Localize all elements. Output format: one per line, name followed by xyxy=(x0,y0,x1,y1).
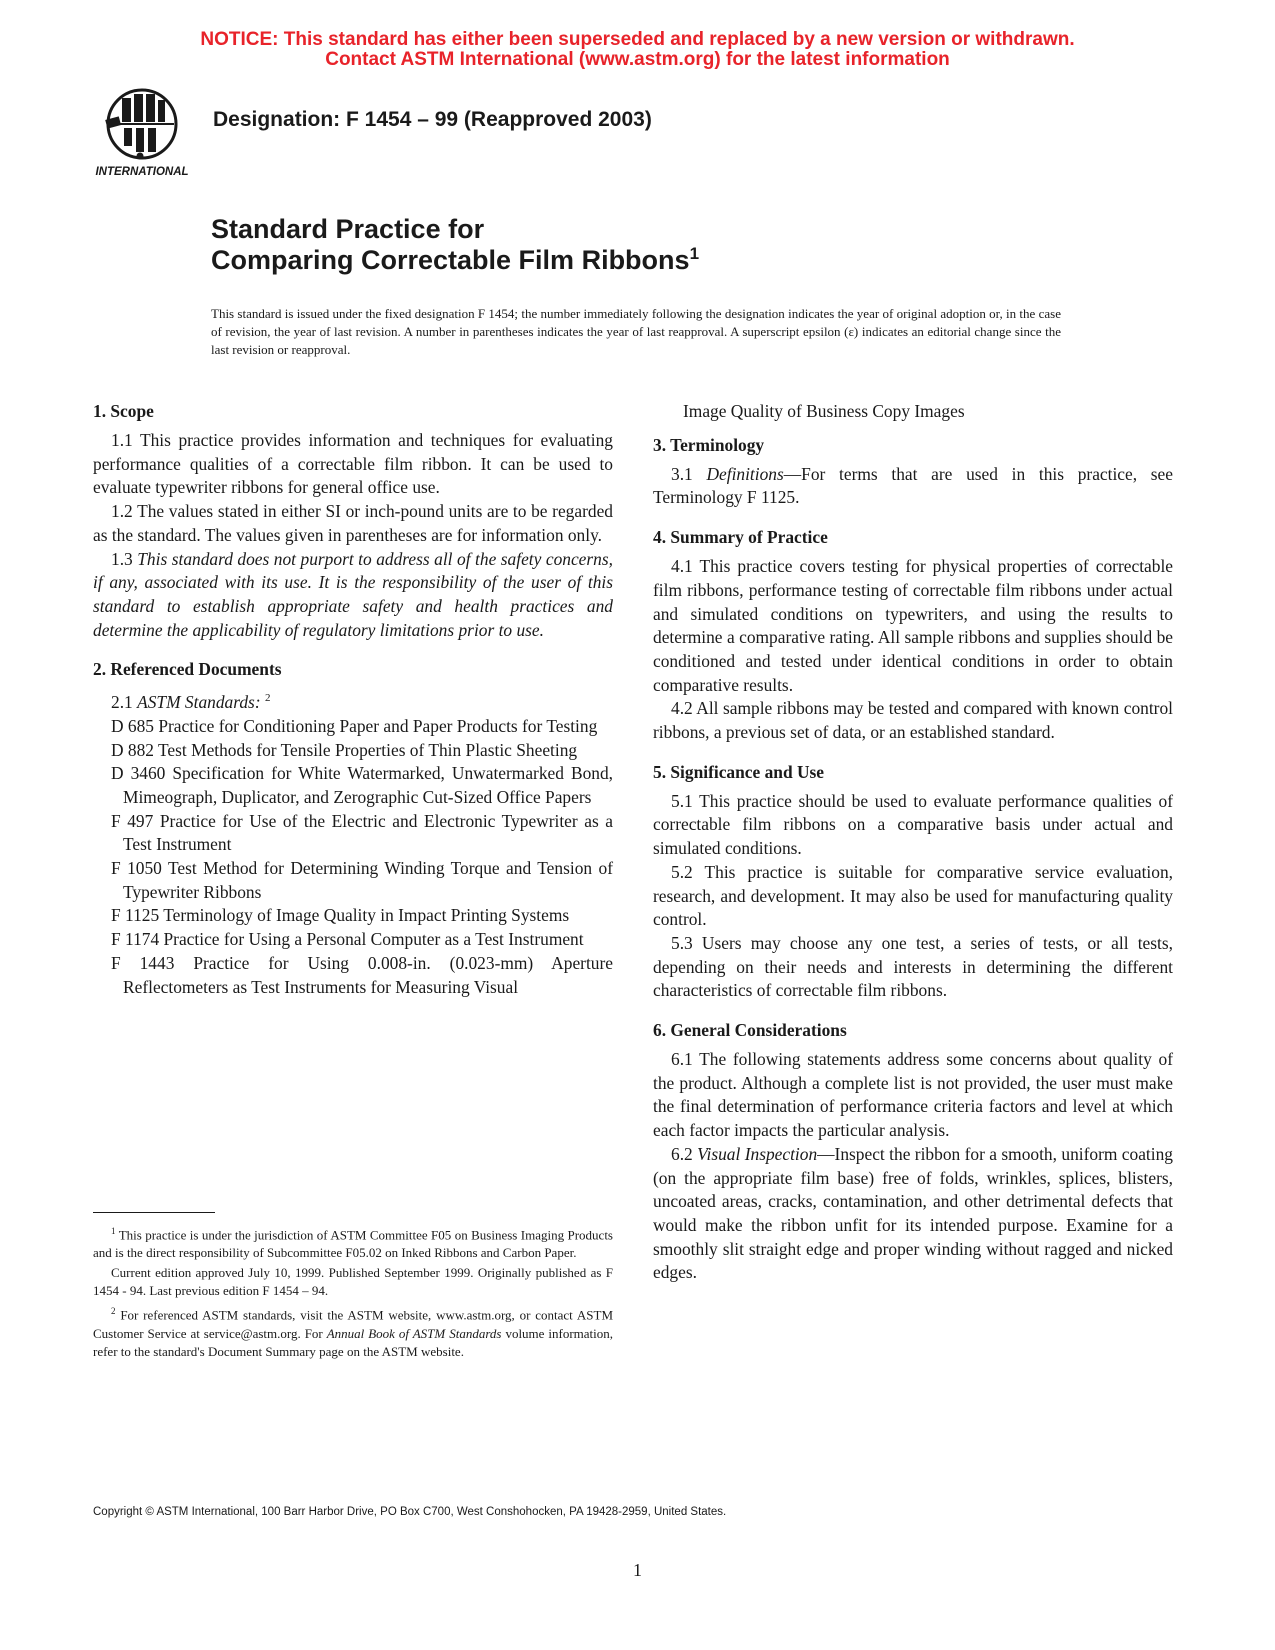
logo-wordmark: INTERNATIONAL xyxy=(95,166,189,178)
designation: Designation: F 1454 – 99 (Reapproved 2003) xyxy=(213,108,652,131)
title-line-2: Comparing Correctable Film Ribbons$^1$ xyxy=(211,243,700,275)
section-referenced-heading: 2. Referenced Documents xyxy=(93,659,282,680)
scope-p1: 1.1 This practice provides information and techniques for evaluating performance qualities of a correctable film ribbon. It can be used to evaluate typewriter ribbons for general office use. xyxy=(93,430,613,498)
significance-p2: 5.2 This practice is suitable for comparative service evaluation, research, and development. It may also be used for manufacturing quality control. xyxy=(653,861,1173,930)
reference-item: F 1050 Test Method for Determining Winding Torque and Tension of Typewriter Ribbons xyxy=(111,858,613,902)
reference-item: F 1174 Practice for Using a Personal Computer as a Test Instrument xyxy=(111,929,584,950)
summary-p1: 4.1 This practice covers testing for physical properties of correctable film ribbons, performance testing of correctable film ribbons under actual and simulated conditions on typewriters, and using the results to determine a comparative rating. All sample ribbons and supplies should be conditioned and tested under identical conditions in order to obtain comparative results. xyxy=(653,556,1173,695)
astm-international-logo-icon xyxy=(92,84,192,180)
title-footnote-mark[interactable]: 1 xyxy=(689,243,700,263)
document-title xyxy=(211,214,699,276)
general-p2: 6.2 Visual Inspection—Inspect the ribbon for a smooth, uniform coating (on the appropriate film base) free of folds, wrinkles, splices, blisters, uncoated areas, cracks, contamination, and other detrimental defects that would make the ribbon unfit for its intended purpose. Examine for a smoothly slit straight edge and proper winding without ragged and nicked edges. xyxy=(653,1143,1173,1283)
footnote-divider xyxy=(93,1212,215,1213)
reference-item: D 882 Test Methods for Tensile Properties of Thin Plastic Sheeting xyxy=(111,739,578,760)
right-column xyxy=(653,400,1173,1285)
title-line-1: Standard Practice for xyxy=(211,214,485,244)
section-scope-heading: 1. Scope xyxy=(93,401,154,421)
section-general-heading: 6. General Considerations xyxy=(653,1020,847,1041)
preamble: This standard is issued under the fixed designation F 1454; the number immediately following the designation indicates the year of original adoption or, in the case of revision, the year of last revision. A number in parentheses indicates the year of last reapproval. A superscript epsilon (ε) indicates an editorial change since the last revision or reapproval. xyxy=(211,306,1061,357)
summary-p2: 4.2 All sample ribbons may be tested and compared with known control ribbons, a previous set of data, or an established standard. xyxy=(653,698,1173,743)
supersede-notice xyxy=(0,30,1275,70)
significance-p3: 5.3 Users may choose any one test, a series of tests, or all tests, depending on their needs and interests in determining the different characteristics of correctable film ribbons. xyxy=(653,932,1173,1001)
section-summary-heading: 4. Summary of Practice xyxy=(653,527,828,548)
notice-line-1: NOTICE: This standard has either been superseded and replaced by a new version or withdrawn. xyxy=(200,29,1075,50)
scope-p2: 1.2 The values stated in either SI or inch-pound units are to be regarded as the standard. The values given in parentheses are for information only. xyxy=(93,501,613,545)
section-terminology-heading: 3. Terminology xyxy=(653,434,765,455)
reference-item-continuation: Image Quality of Business Copy Images xyxy=(683,401,965,421)
footnote-1: $^1$ This practice is under the jurisdiction of ASTM Committee F05 on Business Imaging Products and is the direct responsibility of Subcommittee F05.02 on Inked Ribbons and Carbon Paper. xyxy=(93,1226,613,1261)
page-number: 1 xyxy=(633,1560,642,1580)
terminology-p1: 3.1 Definitions—For terms that are used in this practice, see Terminology F 1125. xyxy=(653,463,1173,508)
footnote-mark-2[interactable]: 2 xyxy=(264,692,271,705)
notice-line-2: Contact ASTM International (www.astm.org) for the latest information xyxy=(325,49,950,70)
reference-item: D 3460 Specification for White Watermarked, Unwatermarked Bond, Mimeograph, Duplicator, and Zerographic Cut-Sized Office Papers xyxy=(111,763,613,807)
reference-item: F 1443 Practice for Using 0.008-in. (0.023-mm) Aperture Reflectometers as Test Instruments for Measuring Visual xyxy=(111,952,613,997)
footnote-1-edition: Current edition approved July 10, 1999. Published September 1999. Originally published as F 1454 - 94. Last previous edition F 1454 – 94. xyxy=(93,1265,613,1299)
scope-p3: 1.3 This standard does not purport to address all of the safety concerns, if any, associated with its use. It is the responsibility of the user of this standard to establish appropriate safety and health practices and determine the applicability of regulatory limitations prior to use. xyxy=(93,548,613,640)
copyright-line: Copyright © ASTM International, 100 Barr Harbor Drive, PO Box C700, West Conshohocken, PA 19428-2959, United States. xyxy=(93,1506,727,1518)
section-significance-heading: 5. Significance and Use xyxy=(653,761,825,782)
footnote-2: $^2$ For referenced ASTM standards, visit the ASTM website, www.astm.org, or contact ASTM Customer Service at service@astm.org. For Annual Book of ASTM Standards volume information, refer to the standard's Document Summary page on the ASTM website. xyxy=(93,1306,614,1359)
reference-item: D 685 Practice for Conditioning Paper and Paper Products for Testing xyxy=(111,715,598,736)
referenced-p1: 2.1 ASTM Standards: $^2$ xyxy=(111,692,271,713)
significance-p1: 5.1 This practice should be used to evaluate performance qualities of correctable film ribbons on a comparative basis under actual and simulated conditions. xyxy=(653,790,1173,859)
reference-item: F 497 Practice for Use of the Electric and Electronic Typewriter as a Test Instrument xyxy=(111,810,613,855)
general-p1: 6.1 The following statements address some concerns about quality of the product. Although a complete list is not provided, the user must make the final determination of performance criteria factors and level at which each factor impacts the particular analysis. xyxy=(653,1049,1173,1141)
footnotes xyxy=(93,1222,613,1361)
reference-item: F 1125 Terminology of Image Quality in Impact Printing Systems xyxy=(111,905,570,926)
left-column xyxy=(93,400,613,999)
